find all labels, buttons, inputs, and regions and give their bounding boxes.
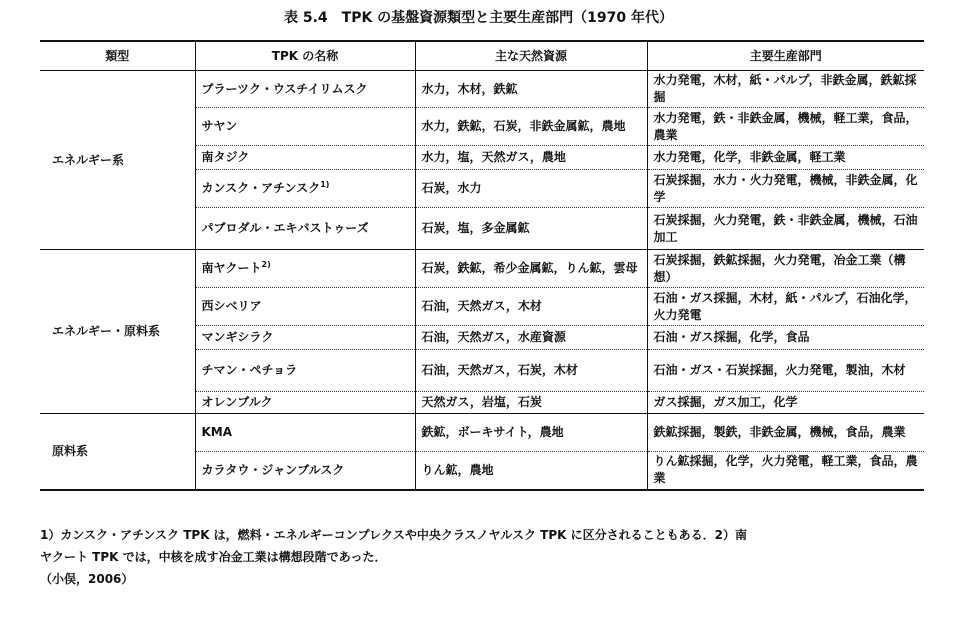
header-name: TPK の名称 (195, 41, 415, 71)
footnotes (40, 524, 924, 590)
tpk-name-text: カンスク・アチンスク (201, 181, 321, 195)
tpk-name: チマン・ペチョラ (195, 350, 415, 392)
tpk-name-text: 南ヤクート (201, 261, 262, 275)
category-material: 原料系 (40, 414, 195, 490)
footnote-line-1: 1）カンスク・アチンスク TPK は，燃料・エネルギーコンプレクスや中央クラスノヤルスク TPK に区分されることもある．2）南 (40, 528, 747, 542)
tpk-resources: 天然ガス，岩塩，石炭 (415, 392, 647, 414)
tpk-sectors: 石油・ガス採掘，化学，食品 (647, 326, 924, 350)
header-resources: 主な天然資源 (415, 41, 647, 71)
tpk-resources: 石油，天然ガス，木材 (415, 288, 647, 326)
footnote-mark: 1) (320, 180, 330, 189)
tpk-resources: りん鉱，農地 (415, 452, 647, 490)
tpk-name: オレンブルク (195, 392, 415, 414)
header-type: 類型 (40, 41, 195, 71)
tpk-sectors: ガス採掘，ガス加工，化学 (647, 392, 924, 414)
tpk-resources: 石炭，水力 (415, 170, 647, 208)
tpk-resources: 水力，鉄鉱，石炭，非鉄金属鉱，農地 (415, 108, 647, 146)
tpk-resources: 鉄鉱，ボーキサイト，農地 (415, 414, 647, 452)
header-sectors: 主要生産部門 (647, 41, 924, 71)
tpk-sectors: 石炭採掘，火力発電，鉄・非鉄金属，機械，石油加工 (647, 208, 924, 250)
tpk-name (195, 170, 415, 208)
tpk-resources: 水力，塩，天然ガス，農地 (415, 146, 647, 170)
table-row (40, 71, 924, 108)
source-citation: （小俣，2006） (40, 572, 134, 586)
header-row (40, 41, 924, 71)
tpk-sectors: 水力発電，化学，非鉄金属，軽工業 (647, 146, 924, 170)
footnote-line-2: ヤクート TPK では，中核を成す冶金工業は構想段階であった． (40, 550, 387, 564)
category-energy-material: エネルギー・原料系 (40, 250, 195, 414)
tpk-sectors: 石油・ガス採掘，木材，紙・パルプ，石油化学，火力発電 (647, 288, 924, 326)
tpk-sectors: 石炭採掘，水力・火力発電，機械，非鉄金属，化学 (647, 170, 924, 208)
tpk-sectors: 石油・ガス・石炭採掘，火力発電，製油，木材 (647, 350, 924, 392)
tpk-name: カラタウ・ジャンブルスク (195, 452, 415, 490)
table-row (40, 414, 924, 452)
tpk-resources: 石炭，鉄鉱，希少金属鉱，りん鉱，雲母 (415, 250, 647, 288)
tpk-sectors: 鉄鉱採掘，製鉄，非鉄金属，機械，食品，農業 (647, 414, 924, 452)
tpk-resources: 石油，天然ガス，水産資源 (415, 326, 647, 350)
tpk-name: 西シベリア (195, 288, 415, 326)
tpk-sectors: 水力発電，木材，紙・パルプ，非鉄金属，鉄鉱採掘 (647, 71, 924, 108)
category-energy: エネルギー系 (40, 71, 195, 250)
footnote-mark: 2) (261, 260, 271, 269)
tpk-sectors: 水力発電，鉄・非鉄金属，機械，軽工業，食品，農業 (647, 108, 924, 146)
tpk-table (40, 40, 924, 491)
tpk-name: KMA (195, 414, 415, 452)
tpk-name: パブロダル・エキバストゥーズ (195, 208, 415, 250)
tpk-name (195, 250, 415, 288)
tpk-resources: 石油，天然ガス，石炭，木材 (415, 350, 647, 392)
tpk-name: 南タジク (195, 146, 415, 170)
tpk-resources: 石炭，塩，多金属鉱 (415, 208, 647, 250)
tpk-name: ブラーツク・ウスチイリムスク (195, 71, 415, 108)
tpk-name: サヤン (195, 108, 415, 146)
table-row (40, 250, 924, 288)
tpk-sectors: りん鉱採掘，化学，火力発電，軽工業，食品，農業 (647, 452, 924, 490)
tpk-resources: 水力，木材，鉄鉱 (415, 71, 647, 108)
tpk-name: マンギシラク (195, 326, 415, 350)
table-title: 表 5.4 TPK の基盤資源類型と主要生産部門（1970 年代） (283, 10, 674, 26)
tpk-sectors: 石炭採掘，鉄鉱採掘，火力発電，冶金工業（構想） (647, 250, 924, 288)
